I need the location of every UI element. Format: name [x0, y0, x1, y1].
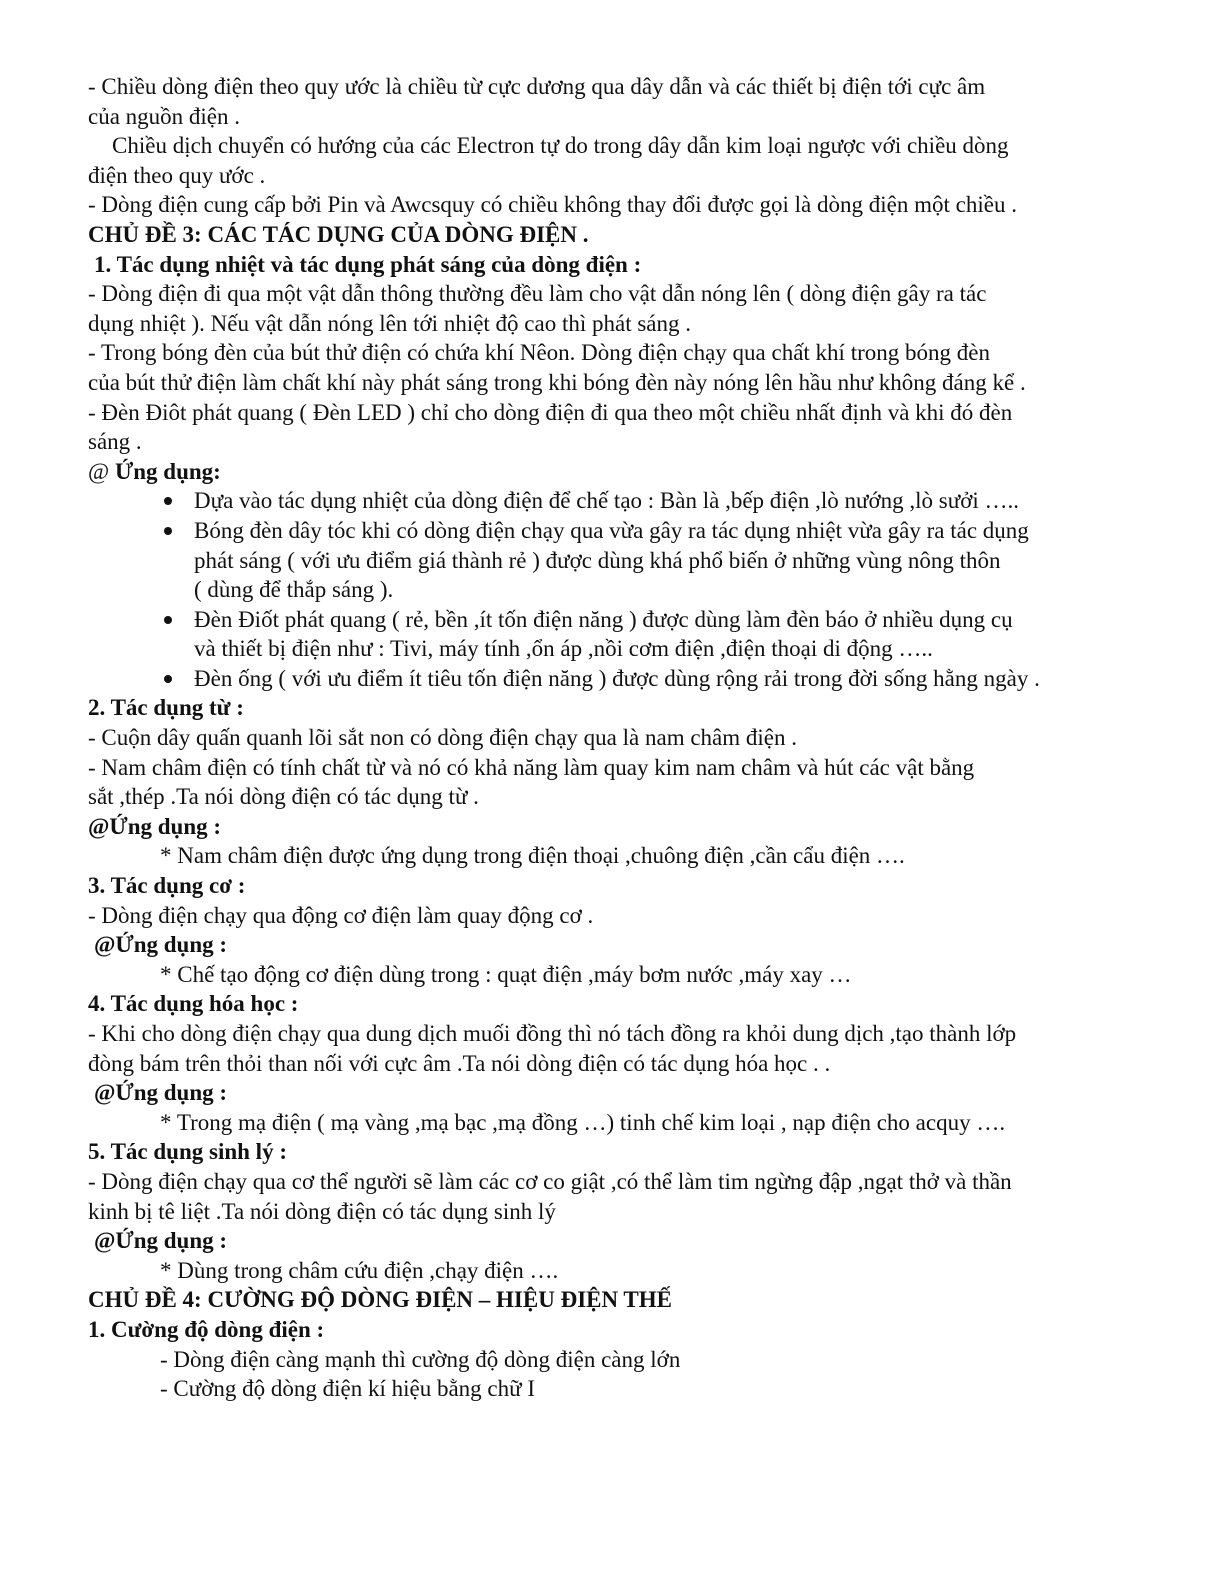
list-item — [88, 664, 1148, 694]
list-item-line: Đèn ống ( với ưu điểm ít tiêu tốn điện năng ) được dùng rộng rải trong đời sống hằng ngày . — [194, 665, 1040, 691]
application-title: Ứng dụng: — [114, 458, 221, 484]
list-item — [88, 605, 1148, 664]
paragraph-led-cont: sáng . — [88, 429, 142, 455]
section-magnetic-heading: 2. Tác dụng từ : — [88, 695, 244, 721]
list-item-line: ( dùng để thắp sáng ). — [194, 577, 394, 603]
paragraph-electron-direction-cont: điện theo quy ước . — [88, 162, 266, 188]
list-item-line: và thiết bị điện như : Tivi, máy tính ,ổn áp ,nồi cơm điện ,điện thoại di động ….. — [194, 636, 933, 662]
paragraph-heating-cont: dụng nhiệt ). Nếu vật dẫn nóng lên tới nhiệt độ cao thì phát sáng . — [88, 310, 692, 336]
bullet-dot-icon — [164, 527, 172, 535]
paragraph-motor: - Dòng điện chạy qua động cơ điện làm quay động cơ . — [88, 902, 594, 928]
list-item-line: Đèn Điốt phát quang ( rẻ, bền ,ít tốn điện năng ) được dùng làm đèn báo ở nhiều dụng cụ — [194, 606, 1013, 632]
paragraph-magnetic-property-cont: sắt ,thép .Ta nói dòng điện có tác dụng từ . — [88, 784, 479, 810]
application-item: * Trong mạ điện ( mạ vàng ,mạ bạc ,mạ đồng …) tinh chế kim loại , nạp điện cho acquy …. — [160, 1109, 1006, 1135]
paragraph-body-effect: - Dòng điện chạy qua cơ thể người sẽ làm các cơ co giật ,có thể làm tim ngừng đập ,ngạt thở và thần — [88, 1168, 1012, 1194]
paragraph-neon: - Trong bóng đèn của bút thử điện có chứa khí Nêon. Dòng điện chạy qua chất khí trong bóng đèn — [88, 340, 990, 366]
paragraph-current-direction: - Chiều dòng điện theo quy ước là chiều từ cực dương qua dây dẫn và các thiết bị điện tới cực âm — [88, 74, 986, 99]
bullet-dot-icon — [164, 675, 172, 683]
application-prefix: @ — [88, 458, 115, 484]
paragraph-magnetic-property: - Nam châm điện có tính chất từ và nó có khả năng làm quay kim nam châm và hút các vật bằng — [88, 754, 975, 780]
application-bullet-list — [88, 486, 1148, 693]
list-item-line: phát sáng ( với ưu điểm giá thành rẻ ) được dùng khá phổ biến ở những vùng nông thôn — [194, 547, 1001, 573]
paragraph-body-effect-cont: kinh bị tê liệt .Ta nói dòng điện có tác dụng sinh lý — [88, 1198, 556, 1224]
application-label — [88, 457, 1148, 487]
paragraph-heating: - Dòng điện đi qua một vật dẫn thông thường đều làm cho vật dẫn nóng lên ( dòng điện gây ra tác — [88, 281, 987, 307]
paragraph-current-symbol: - Cường độ dòng điện kí hiệu bằng chữ I — [160, 1376, 536, 1402]
application-label: @Ứng dụng : — [94, 1080, 228, 1106]
section-mechanical-heading: 3. Tác dụng cơ : — [88, 873, 246, 899]
application-item: * Chế tạo động cơ điện dùng trong : quạt điện ,máy bơm nước ,máy xay … — [160, 961, 852, 987]
paragraph-electromagnet: - Cuộn dây quấn quanh lõi sắt non có dòng điện chạy qua là nam châm điện . — [88, 725, 797, 751]
paragraph-current-strength: - Dòng điện càng mạnh thì cường độ dòng điện càng lớn — [160, 1346, 681, 1372]
paragraph-direct-current: - Dòng điện cung cấp bởi Pin và Awcsquy có chiều không thay đổi được gọi là dòng điện một chiều . — [88, 192, 1017, 218]
list-item — [88, 486, 1148, 516]
list-item-line: Dựa vào tác dụng nhiệt của dòng điện để chế tạo : Bàn là ,bếp điện ,lò nướng ,lò sưởi ….. — [194, 488, 1020, 514]
application-label: @Ứng dụng : — [94, 932, 228, 958]
section-physiological-heading: 5. Tác dụng sinh lý : — [88, 1139, 287, 1165]
bullet-dot-icon — [164, 616, 172, 624]
paragraph-led: - Đèn Điôt phát quang ( Đèn LED ) chỉ cho dòng điện đi qua theo một chiều nhất định và khi đó đèn — [88, 399, 1013, 425]
paragraph-copper-solution: - Khi cho dòng điện chạy qua dung dịch muối đồng thì nó tách đồng ra khỏi dung dịch ,tạo thành lớp — [88, 1021, 1017, 1046]
application-label: @Ứng dụng : — [94, 1228, 228, 1254]
paragraph-copper-solution-cont: đòng bám trên thỏi than nối với cực âm .Ta nói dòng điện có tác dụng hóa học . . — [88, 1050, 831, 1076]
topic-3-heading: CHỦ ĐỀ 3: CÁC TÁC DỤNG CỦA DÒNG ĐIỆN . — [88, 221, 589, 247]
paragraph-current-direction-cont: của nguồn điện . — [88, 103, 241, 129]
document-page — [88, 72, 1148, 1404]
paragraph-electron-direction: Chiều dịch chuyển có hướng của các Electron tự do trong dây dẫn kim loại ngược với chiều dòng — [112, 133, 1009, 159]
paragraph-neon-cont: của bút thử điện làm chất khí này phát sáng trong khi bóng đèn này nóng lên hầu như không đáng kể . — [88, 369, 1026, 395]
section-heat-light-heading: 1. Tác dụng nhiệt và tác dụng phát sáng của dòng điện : — [94, 251, 642, 277]
bullet-dot-icon — [164, 497, 172, 505]
list-item-line: Bóng đèn dây tóc khi có dòng điện chạy qua vừa gây ra tác dụng nhiệt vừa gây ra tác dụng — [194, 517, 1029, 543]
application-item: * Dùng trong châm cứu điện ,chạy điện …. — [160, 1257, 559, 1283]
section-chemical-heading: 4. Tác dụng hóa học : — [88, 991, 299, 1017]
list-item — [88, 516, 1148, 605]
topic-4-heading: CHỦ ĐỀ 4: CƯỜNG ĐỘ DÒNG ĐIỆN – HIỆU ĐIỆN THẾ — [88, 1287, 672, 1313]
section-current-intensity-heading: 1. Cường độ dòng điện : — [88, 1316, 325, 1342]
application-item: * Nam châm điện được ứng dụng trong điện thoại ,chuông điện ,cần cẩu điện …. — [160, 843, 905, 869]
application-label: @Ứng dụng : — [88, 813, 222, 839]
